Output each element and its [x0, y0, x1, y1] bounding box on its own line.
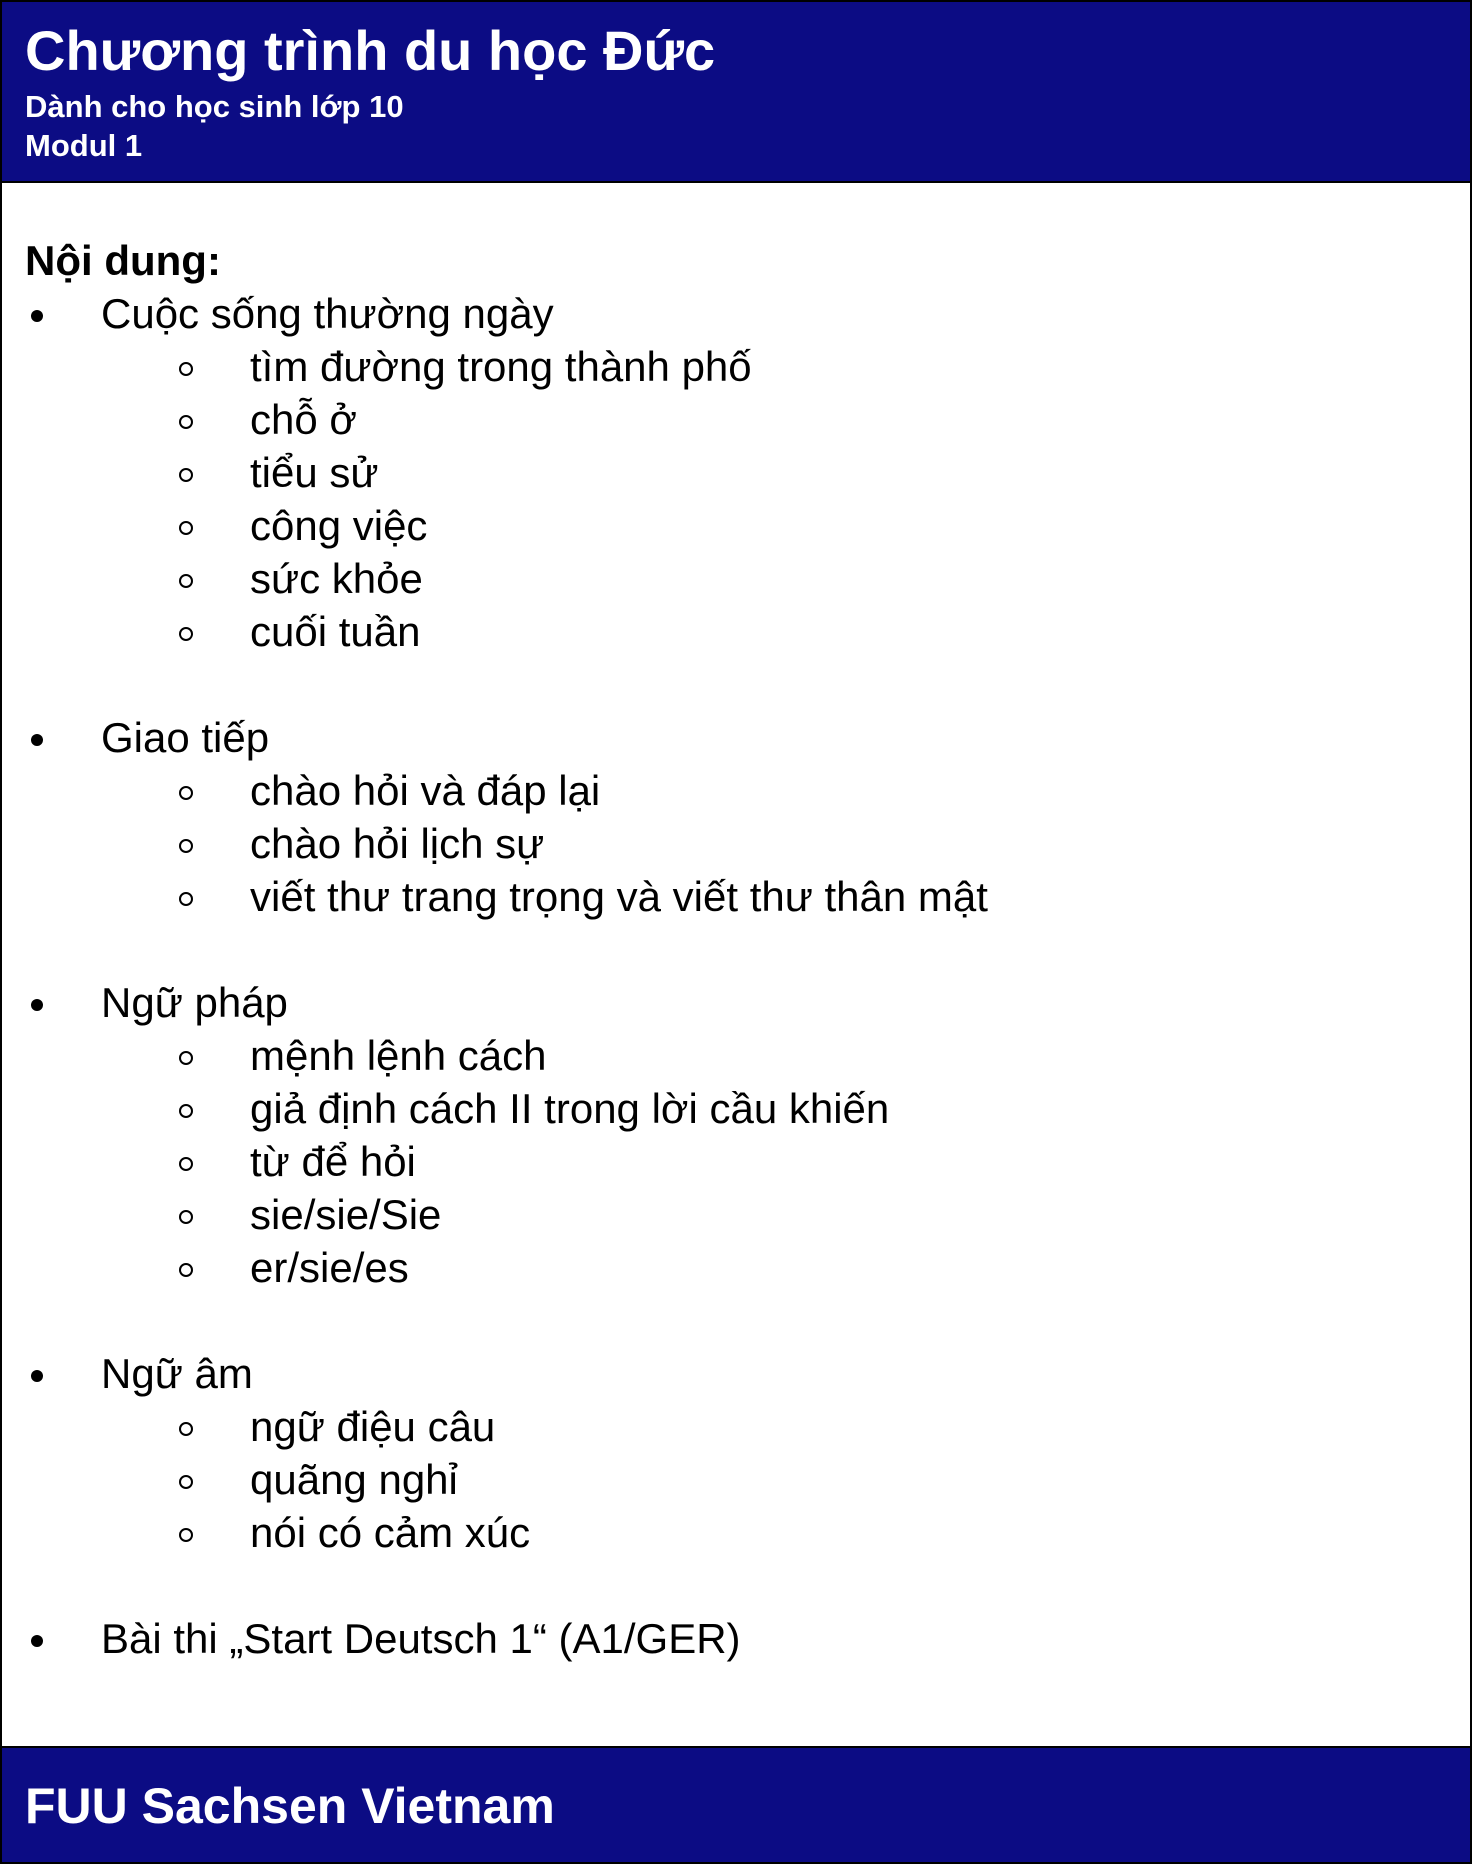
sub-item-label: chào hỏi và đáp lại — [250, 767, 601, 814]
sub-list-item — [25, 1188, 1445, 1241]
header-banner — [2, 2, 1470, 183]
sub-list-item — [25, 393, 1445, 446]
module-label: Modul 1 — [25, 128, 143, 163]
sub-list-item — [25, 1506, 1445, 1559]
sub-list-item — [25, 1400, 1445, 1453]
list-item — [25, 287, 1445, 340]
section-label: Ngữ pháp — [101, 979, 288, 1026]
program-title: Chương trình du học Đức — [25, 19, 716, 82]
section-label: Giao tiếp — [101, 714, 270, 761]
sub-item-label: viết thư trang trọng và viết thư thân mật — [250, 873, 988, 920]
section-communication — [25, 711, 1445, 923]
sub-list-item — [25, 340, 1445, 393]
sub-item-label: cuối tuần — [250, 608, 421, 655]
sub-item-label: mệnh lệnh cách — [250, 1032, 547, 1079]
program-subtitle: Dành cho học sinh lớp 10 — [25, 89, 404, 124]
footer-banner — [2, 1746, 1470, 1862]
section-phonetics — [25, 1347, 1445, 1559]
sub-item-label: chỗ ở — [250, 396, 357, 443]
organization-name: FUU Sachsen Vietnam — [25, 1778, 555, 1834]
sub-list-item — [25, 817, 1445, 870]
sub-item-label: nói có cảm xúc — [250, 1509, 531, 1556]
sub-list-item — [25, 605, 1445, 658]
list-item — [25, 1612, 1445, 1665]
sub-list-item — [25, 1135, 1445, 1188]
content-area — [25, 234, 1445, 1665]
sub-item-label: tiểu sử — [250, 449, 379, 496]
sub-list-item — [25, 499, 1445, 552]
sub-item-label: er/sie/es — [250, 1244, 409, 1291]
section-label: Cuộc sống thường ngày — [101, 290, 554, 337]
section-label: Ngữ âm — [101, 1350, 253, 1397]
sub-list-item — [25, 1453, 1445, 1506]
sub-list-item — [25, 1241, 1445, 1294]
sub-list-item — [25, 870, 1445, 923]
list-item — [25, 976, 1445, 1029]
sub-item-label: sức khỏe — [250, 555, 423, 602]
sub-item-label: sie/sie/Sie — [250, 1191, 442, 1238]
sub-item-label: chào hỏi lịch sự — [250, 820, 545, 867]
sub-list-item — [25, 1082, 1445, 1135]
section-exam — [25, 1612, 1445, 1665]
sub-item-label: quãng nghỉ — [250, 1456, 458, 1503]
list-item — [25, 711, 1445, 764]
sub-list-item — [25, 1029, 1445, 1082]
content-heading: Nội dung: — [25, 237, 221, 284]
sub-list-item — [25, 446, 1445, 499]
list-item — [25, 1347, 1445, 1400]
sub-item-label: giả định cách II trong lời cầu khiến — [250, 1085, 890, 1132]
sub-item-label: từ để hỏi — [250, 1138, 416, 1185]
section-daily-life — [25, 287, 1445, 658]
sub-item-label: công việc — [250, 502, 428, 549]
sub-list-item — [25, 764, 1445, 817]
section-label: Bài thi „Start Deutsch 1“ (A1/GER) — [101, 1615, 741, 1662]
section-grammar — [25, 976, 1445, 1294]
sub-item-label: ngữ điệu câu — [250, 1403, 496, 1450]
sub-list-item — [25, 552, 1445, 605]
sub-item-label: tìm đường trong thành phố — [250, 343, 752, 390]
